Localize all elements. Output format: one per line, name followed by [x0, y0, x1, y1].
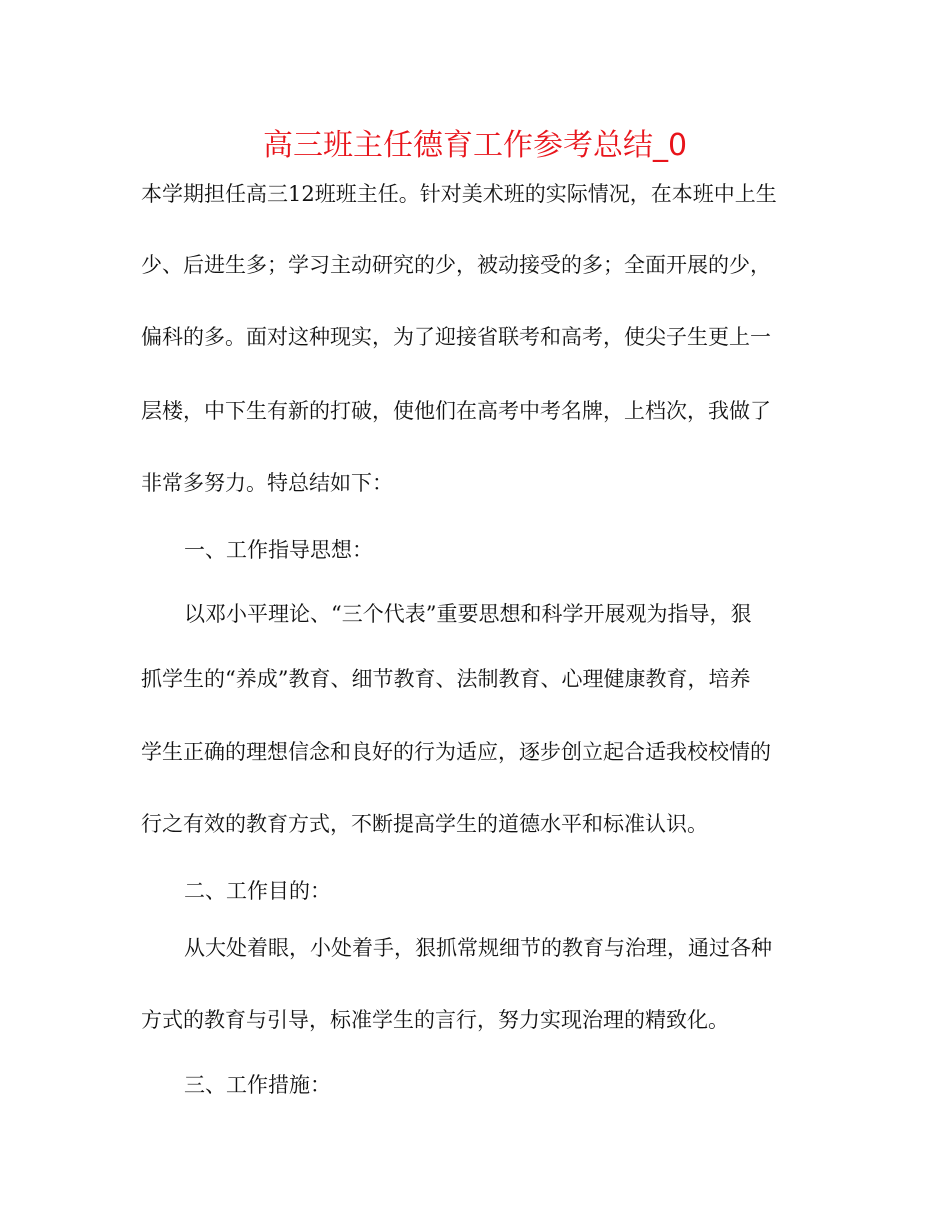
paragraph-line: 方式的教育与引导，标准学生的言行，努力实现治理的精致化。 — [141, 1008, 729, 1032]
paragraph-line: 层楼，中下生有新的打破，使他们在高考中考名牌，上档次，我做了 — [141, 399, 771, 423]
section-heading: 三、工作措施： — [184, 1073, 331, 1097]
paragraph-line: 偏科的多。面对这种现实，为了迎接省联考和高考，使尖子生更上一 — [141, 325, 771, 349]
paragraph-line: 本学期担任高三12班班主任。针对美术班的实际情况，在本班中上生 — [141, 182, 777, 206]
document-title: 高三班主任德育工作参考总结_0 — [262, 128, 688, 163]
paragraph-line: 学生正确的理想信念和良好的行为适应，逐步创立起合适我校校情的 — [141, 740, 771, 764]
paragraph-line: 抓学生的“养成”教育、细节教育、法制教育、心理健康教育，培养 — [141, 667, 751, 691]
section-heading: 一、工作指导思想： — [184, 538, 373, 562]
section-heading: 二、工作目的： — [184, 879, 331, 903]
paragraph-line: 以邓小平理论、“三个代表”重要思想和科学开展观为指导，狠 — [184, 602, 752, 626]
paragraph-line: 从大处着眼，小处着手，狠抓常规细节的教育与治理，通过各种 — [184, 936, 772, 960]
paragraph-line: 非常多努力。特总结如下： — [141, 471, 393, 495]
paragraph-line: 少、后进生多；学习主动研究的少，被动接受的多；全面开展的少， — [141, 253, 771, 277]
paragraph-line: 行之有效的教育方式，不断提高学生的道德水平和标准认识。 — [141, 812, 708, 836]
